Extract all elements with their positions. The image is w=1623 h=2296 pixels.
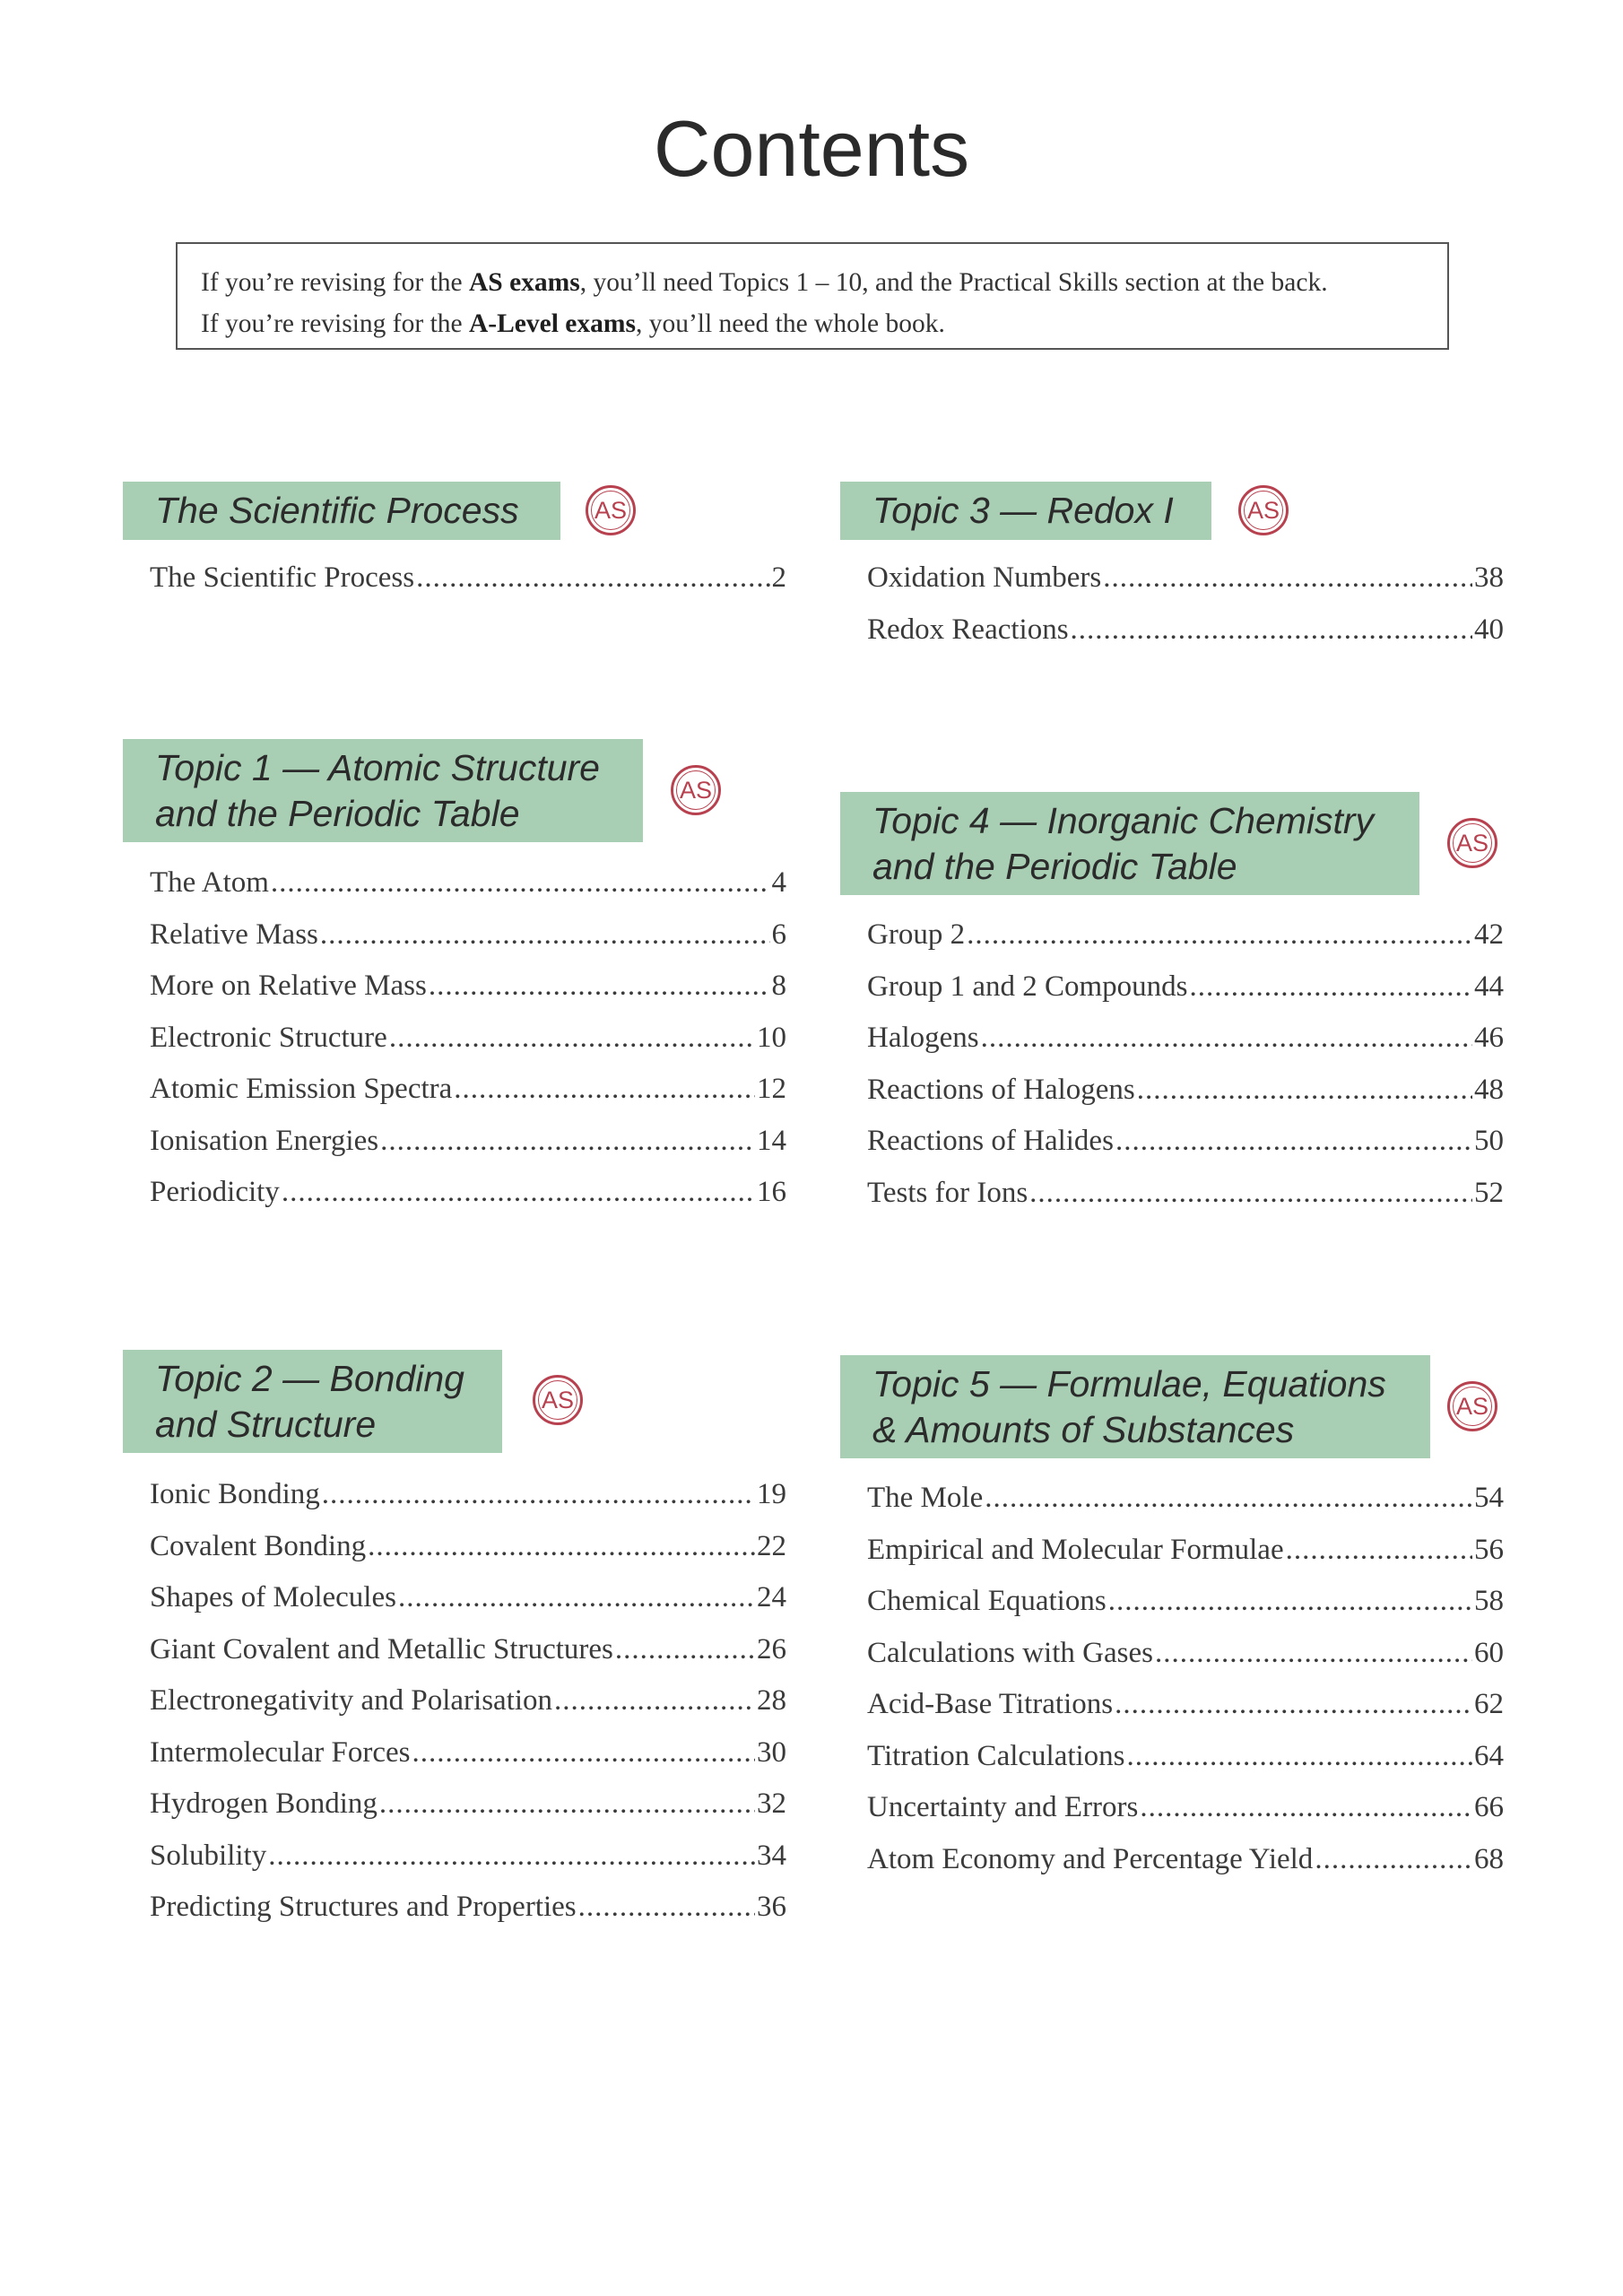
entry-title: Relative Mass (150, 918, 318, 951)
entry-list (150, 561, 786, 613)
entry-page-number: 22 (757, 1529, 786, 1562)
entry-page-number: 62 (1474, 1688, 1504, 1720)
entry-title: Empirical and Molecular Formulae (867, 1533, 1284, 1566)
dot-leader (554, 1684, 755, 1718)
entry-page-number: 26 (757, 1632, 786, 1665)
dot-leader (379, 1787, 755, 1821)
entry-title: Redox Reactions (867, 613, 1069, 646)
toc-entry[interactable] (867, 1843, 1504, 1895)
dot-leader (1155, 1637, 1472, 1670)
dot-leader (981, 1022, 1472, 1055)
toc-entry[interactable] (150, 918, 786, 970)
entry-title: Uncertainty and Errors (867, 1791, 1139, 1823)
entry-page-number: 19 (757, 1478, 786, 1510)
dot-leader (320, 918, 770, 952)
entry-page-number: 52 (1474, 1176, 1504, 1209)
dot-leader (985, 1482, 1472, 1515)
section-title-line: and the Periodic Table (155, 792, 520, 834)
page-title: Contents (653, 104, 970, 193)
toc-entry[interactable] (150, 970, 786, 1022)
toc-entry[interactable] (150, 1073, 786, 1125)
entry-title: Titration Calculations (867, 1739, 1125, 1772)
entry-page-number: 32 (757, 1787, 786, 1820)
entry-page-number: 40 (1474, 613, 1504, 646)
entry-title: Shapes of Molecules (150, 1581, 396, 1613)
entry-list (150, 1478, 786, 1943)
entry-page-number: 58 (1474, 1585, 1504, 1617)
entry-page-number: 4 (771, 866, 786, 899)
dot-leader (1137, 1074, 1472, 1107)
entry-title: Giant Covalent and Metallic Structures (150, 1632, 613, 1665)
entry-page-number: 64 (1474, 1739, 1504, 1772)
entry-title: Reactions of Halides (867, 1125, 1114, 1157)
toc-entry[interactable] (150, 1176, 786, 1228)
entry-title: Chemical Equations (867, 1585, 1107, 1617)
section-header (123, 739, 643, 842)
entry-page-number: 38 (1474, 561, 1504, 594)
toc-entry[interactable] (867, 970, 1504, 1022)
section-title-line: Topic 4 — Inorganic Chemistry (872, 799, 1375, 841)
section-header (123, 1350, 502, 1453)
entry-title: Group 1 and 2 Compounds (867, 970, 1188, 1003)
toc-entry[interactable] (867, 918, 1504, 970)
as-badge-icon: AS (1238, 485, 1289, 535)
dot-leader (578, 1891, 755, 1924)
entry-page-number: 54 (1474, 1482, 1504, 1514)
entry-title: Calculations with Gases (867, 1636, 1153, 1669)
section-header (123, 482, 560, 540)
toc-entry[interactable] (150, 1839, 786, 1892)
entry-page-number: 68 (1474, 1842, 1504, 1875)
toc-entry[interactable] (150, 1022, 786, 1074)
intro-line-2: If you’re revising for the A-Level exams, you’ll need the whole book. (201, 309, 945, 338)
section-header (840, 792, 1419, 895)
entry-page-number: 50 (1474, 1125, 1504, 1157)
toc-entry[interactable] (867, 1125, 1504, 1177)
entry-title: Atomic Emission Spectra (150, 1073, 453, 1105)
section-title-line: & Amounts of Substances (872, 1408, 1295, 1450)
entry-page-number: 42 (1474, 918, 1504, 951)
section-title-line: Topic 5 — Formulae, Equations (872, 1362, 1386, 1405)
section-header (840, 482, 1211, 540)
toc-entry[interactable] (867, 613, 1504, 665)
toc-entry[interactable] (150, 1581, 786, 1633)
as-badge-icon: AS (671, 765, 721, 815)
entry-title: Solubility (150, 1839, 267, 1872)
entry-title: Intermolecular Forces (150, 1735, 411, 1769)
toc-entry[interactable] (867, 1177, 1504, 1229)
intro-line-1: If you’re revising for the AS exams, you’ll need Topics 1 – 10, and the Practical Skills section at the back. (201, 268, 1328, 297)
entry-list (867, 1482, 1504, 1894)
dot-leader (1108, 1585, 1472, 1618)
entry-page-number: 8 (771, 970, 786, 1002)
entry-page-number: 56 (1474, 1533, 1504, 1566)
dot-leader (416, 561, 769, 595)
dot-leader (1115, 1125, 1472, 1158)
entry-title: Reactions of Halogens (867, 1073, 1135, 1106)
dot-leader (1127, 1740, 1472, 1773)
entry-title: The Scientific Process (150, 561, 415, 594)
entry-title: Covalent Bonding (150, 1529, 367, 1562)
dot-leader (268, 1839, 755, 1873)
toc-entry[interactable] (867, 1022, 1504, 1074)
intro-note (176, 242, 1449, 350)
entry-page-number: 48 (1474, 1073, 1504, 1106)
entry-title: The Atom (150, 866, 269, 899)
dot-leader (271, 866, 770, 900)
toc-entry[interactable] (150, 1633, 786, 1685)
dot-leader (1115, 1688, 1472, 1721)
entry-page-number: 10 (757, 1021, 786, 1054)
entry-page-number: 16 (757, 1176, 786, 1208)
dot-leader (1029, 1177, 1472, 1210)
toc-entry[interactable] (867, 1740, 1504, 1792)
dot-leader (967, 918, 1472, 952)
as-badge-icon: AS (1447, 818, 1497, 868)
entry-list (150, 866, 786, 1228)
toc-entry[interactable] (867, 561, 1504, 613)
toc-entry[interactable] (150, 1787, 786, 1839)
entry-page-number: 28 (757, 1684, 786, 1717)
section-title-line: and the Periodic Table (872, 845, 1237, 887)
toc-entry[interactable] (150, 866, 786, 918)
section-title-line: Topic 2 — Bonding (155, 1357, 464, 1399)
as-badge-icon: AS (1447, 1381, 1497, 1431)
toc-entry[interactable] (150, 1736, 786, 1788)
section-title-line: and Structure (155, 1403, 377, 1445)
toc-entry[interactable] (867, 1482, 1504, 1534)
dot-leader (1190, 970, 1473, 1004)
toc-entry[interactable] (150, 1478, 786, 1530)
dot-leader (1315, 1843, 1472, 1876)
section-title-line: Topic 1 — Atomic Structure (155, 746, 600, 788)
dot-leader (380, 1125, 755, 1158)
entry-title: Atom Economy and Percentage Yield (867, 1842, 1314, 1875)
entry-title: Hydrogen Bonding (150, 1787, 378, 1820)
entry-page-number: 46 (1474, 1022, 1504, 1054)
toc-entry[interactable] (867, 1688, 1504, 1740)
entry-page-number: 44 (1474, 970, 1504, 1003)
dot-leader (282, 1176, 755, 1209)
dot-leader (412, 1736, 755, 1770)
toc-entry[interactable] (150, 1530, 786, 1582)
dot-leader (615, 1633, 755, 1666)
toc-entry[interactable] (150, 1125, 786, 1177)
entry-page-number: 66 (1474, 1791, 1504, 1823)
dot-leader (1286, 1534, 1472, 1567)
section-header (840, 1355, 1430, 1458)
entry-title: Electronegativity and Polarisation (150, 1684, 553, 1717)
entry-page-number: 2 (771, 561, 786, 594)
entry-title: Group 2 (867, 918, 966, 951)
as-badge-icon: AS (586, 485, 636, 535)
entry-title: Halogens (867, 1022, 979, 1054)
toc-entry[interactable] (867, 1585, 1504, 1637)
entry-page-number: 12 (757, 1073, 786, 1105)
entry-page-number: 34 (757, 1839, 786, 1872)
entry-title: Ionic Bonding (150, 1478, 320, 1510)
entry-title: Oxidation Numbers (867, 561, 1102, 594)
dot-leader (1071, 613, 1472, 647)
entry-page-number: 6 (771, 918, 786, 951)
entry-title: Tests for Ions (867, 1176, 1028, 1209)
entry-page-number: 36 (757, 1891, 786, 1923)
dot-leader (1103, 561, 1472, 595)
entry-title: Periodicity (150, 1176, 280, 1208)
entry-page-number: 24 (757, 1581, 786, 1613)
entry-page-number: 60 (1474, 1636, 1504, 1669)
section-title-line: The Scientific Process (155, 490, 519, 531)
dot-leader (429, 970, 770, 1003)
entry-page-number: 30 (757, 1735, 786, 1769)
toc-entry[interactable] (150, 1891, 786, 1943)
entry-title: Electronic Structure (150, 1021, 387, 1054)
entry-title: Predicting Structures and Properties (150, 1891, 577, 1923)
entry-title: More on Relative Mass (150, 970, 427, 1002)
entry-list (867, 561, 1504, 665)
toc-entry[interactable] (867, 1534, 1504, 1586)
toc-entry[interactable] (867, 1637, 1504, 1689)
entry-title: The Mole (867, 1482, 984, 1514)
toc-entry[interactable] (867, 1791, 1504, 1843)
dot-leader (398, 1581, 755, 1614)
dot-leader (322, 1478, 755, 1511)
toc-entry[interactable] (867, 1074, 1504, 1126)
dot-leader (368, 1530, 755, 1563)
as-badge-icon: AS (533, 1375, 583, 1425)
entry-title: Acid-Base Titrations (867, 1688, 1114, 1720)
entry-page-number: 14 (757, 1124, 786, 1157)
dot-leader (1140, 1791, 1472, 1824)
dot-leader (389, 1022, 755, 1055)
dot-leader (454, 1073, 755, 1106)
entry-list (867, 918, 1504, 1228)
toc-entry[interactable] (150, 561, 786, 613)
toc-entry[interactable] (150, 1684, 786, 1736)
entry-title: Ionisation Energies (150, 1124, 379, 1157)
section-title-line: Topic 3 — Redox I (872, 490, 1174, 531)
